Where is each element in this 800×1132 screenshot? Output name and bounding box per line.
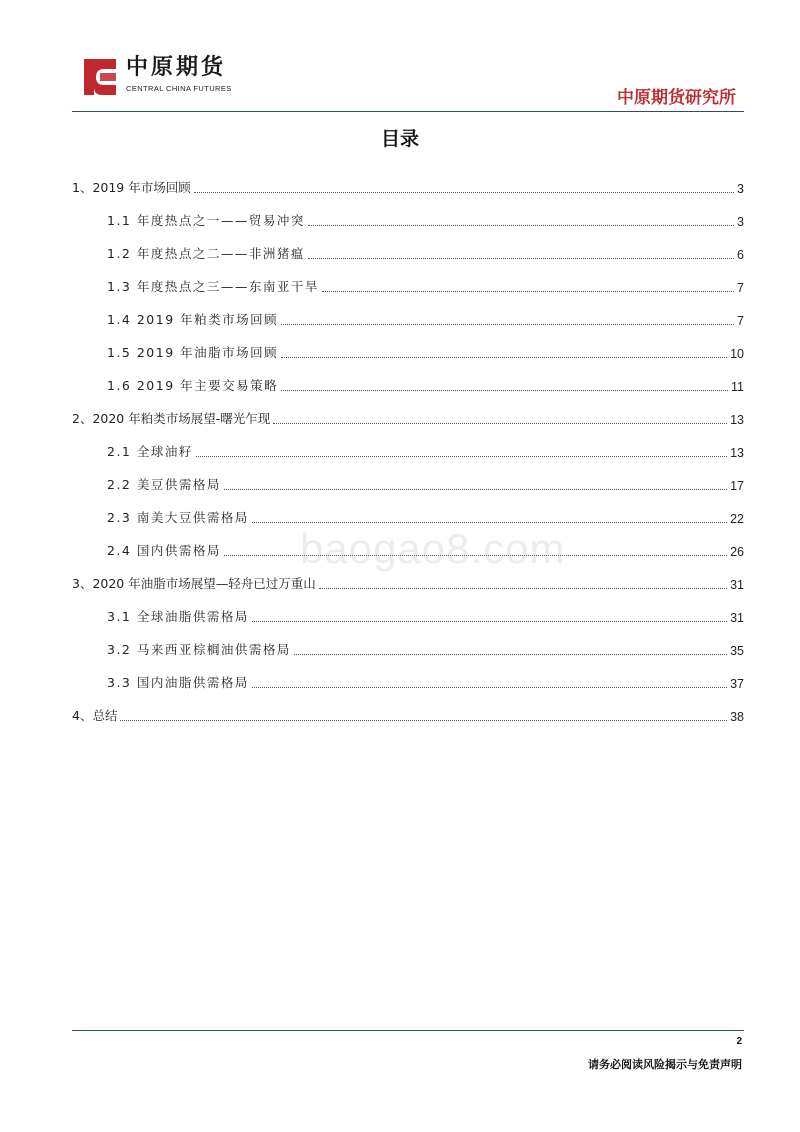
toc-entry-label: 1.6 2019 年主要交易策略: [107, 378, 279, 393]
toc-entry-label: 4、总结: [72, 708, 118, 723]
footer-divider: [72, 1030, 744, 1031]
toc-entry-page: 7: [737, 314, 744, 328]
toc-entry[interactable]: [72, 427, 744, 460]
toc-entry[interactable]: [72, 592, 744, 625]
toc-entry-page: 13: [730, 413, 744, 427]
toc-entry-page: 22: [730, 512, 744, 526]
toc-dot-leader: [196, 456, 727, 457]
logo-english-name: CENTRAL CHINA FUTURES: [126, 84, 232, 93]
toc-dot-leader: [252, 522, 727, 523]
toc-entry-label: 1.2 年度热点之二——非洲猪瘟: [107, 246, 305, 261]
institute-name: 中原期货研究所: [617, 88, 736, 108]
toc-entry[interactable]: [72, 262, 744, 295]
toc-dot-leader: [252, 621, 727, 622]
toc-entry[interactable]: [72, 163, 744, 196]
toc-entry[interactable]: [72, 328, 744, 361]
toc-dot-leader: [281, 324, 734, 325]
toc-entry-label: 2.4 国内供需格局: [107, 543, 221, 558]
toc-entry[interactable]: [72, 658, 744, 691]
toc-dot-leader: [294, 654, 727, 655]
toc-dot-leader: [322, 291, 734, 292]
toc-entry[interactable]: [72, 691, 744, 724]
toc-entry-label: 2、2020 年粕类市场展望-曙光乍现: [72, 411, 271, 426]
toc-entry-label: 3.2 马来西亚棕榈油供需格局: [107, 642, 291, 657]
toc-entry-page: 17: [730, 479, 744, 493]
page-title: 目录: [380, 128, 419, 150]
toc-dot-leader: [281, 357, 727, 358]
toc-entry[interactable]: [72, 229, 744, 262]
toc-dot-leader: [319, 588, 727, 589]
toc-entry-page: 35: [730, 644, 744, 658]
toc-entry-label: 2.2 美豆供需格局: [107, 477, 221, 492]
toc-entry-label: 1.3 年度热点之三——东南亚干旱: [107, 279, 319, 294]
table-of-contents: [72, 163, 744, 724]
toc-dot-leader: [281, 390, 728, 391]
logo-mark-icon: [82, 55, 120, 99]
toc-entry[interactable]: [72, 361, 744, 394]
toc-entry-label: 3、2020 年油脂市场展望—轻舟已过万重山: [72, 576, 316, 591]
page-header: [72, 55, 744, 115]
toc-entry-page: 31: [730, 611, 744, 625]
toc-entry-label: 1.4 2019 年粕类市场回顾: [107, 312, 279, 327]
toc-entry-page: 3: [737, 182, 744, 196]
toc-entry[interactable]: [72, 625, 744, 658]
toc-entry-page: 6: [737, 248, 744, 262]
toc-dot-leader: [194, 192, 734, 193]
toc-dot-leader: [120, 720, 727, 721]
toc-entry-page: 26: [730, 545, 744, 559]
logo-chinese-name: 中原期货: [126, 55, 227, 80]
page-number: 2: [736, 1036, 742, 1047]
toc-entry[interactable]: [72, 394, 744, 427]
toc-entry[interactable]: [72, 493, 744, 526]
toc-entry-label: 2.3 南美大豆供需格局: [107, 510, 249, 525]
toc-entry[interactable]: [72, 460, 744, 493]
toc-dot-leader: [252, 687, 727, 688]
toc-entry-page: 7: [737, 281, 744, 295]
toc-dot-leader: [308, 258, 734, 259]
toc-entry-label: 2.1 全球油籽: [107, 444, 193, 459]
toc-entry[interactable]: [72, 196, 744, 229]
company-logo: [82, 55, 232, 99]
toc-dot-leader: [308, 225, 734, 226]
toc-entry-page: 10: [730, 347, 744, 361]
toc-dot-leader: [224, 489, 727, 490]
disclaimer-notice: 请务必阅读风险揭示与免责声明: [588, 1058, 742, 1071]
toc-entry-page: 3: [737, 215, 744, 229]
watermark: baogao8.com: [300, 525, 566, 572]
toc-entry-page: 13: [730, 446, 744, 460]
toc-entry-label: 3.1 全球油脂供需格局: [107, 609, 249, 624]
toc-entry[interactable]: [72, 295, 744, 328]
toc-entry-page: 31: [730, 578, 744, 592]
toc-entry-page: 37: [730, 677, 744, 691]
toc-entry-page: 38: [730, 710, 744, 724]
toc-entry-label: 3.3 国内油脂供需格局: [107, 675, 249, 690]
header-divider: [72, 111, 744, 112]
toc-entry-page: 11: [731, 380, 744, 394]
toc-entry-label: 1.1 年度热点之一——贸易冲突: [107, 213, 305, 228]
toc-entry-label: 1.5 2019 年油脂市场回顾: [107, 345, 279, 360]
toc-entry-label: 1、2019 年市场回顾: [72, 180, 191, 195]
toc-dot-leader: [273, 423, 727, 424]
